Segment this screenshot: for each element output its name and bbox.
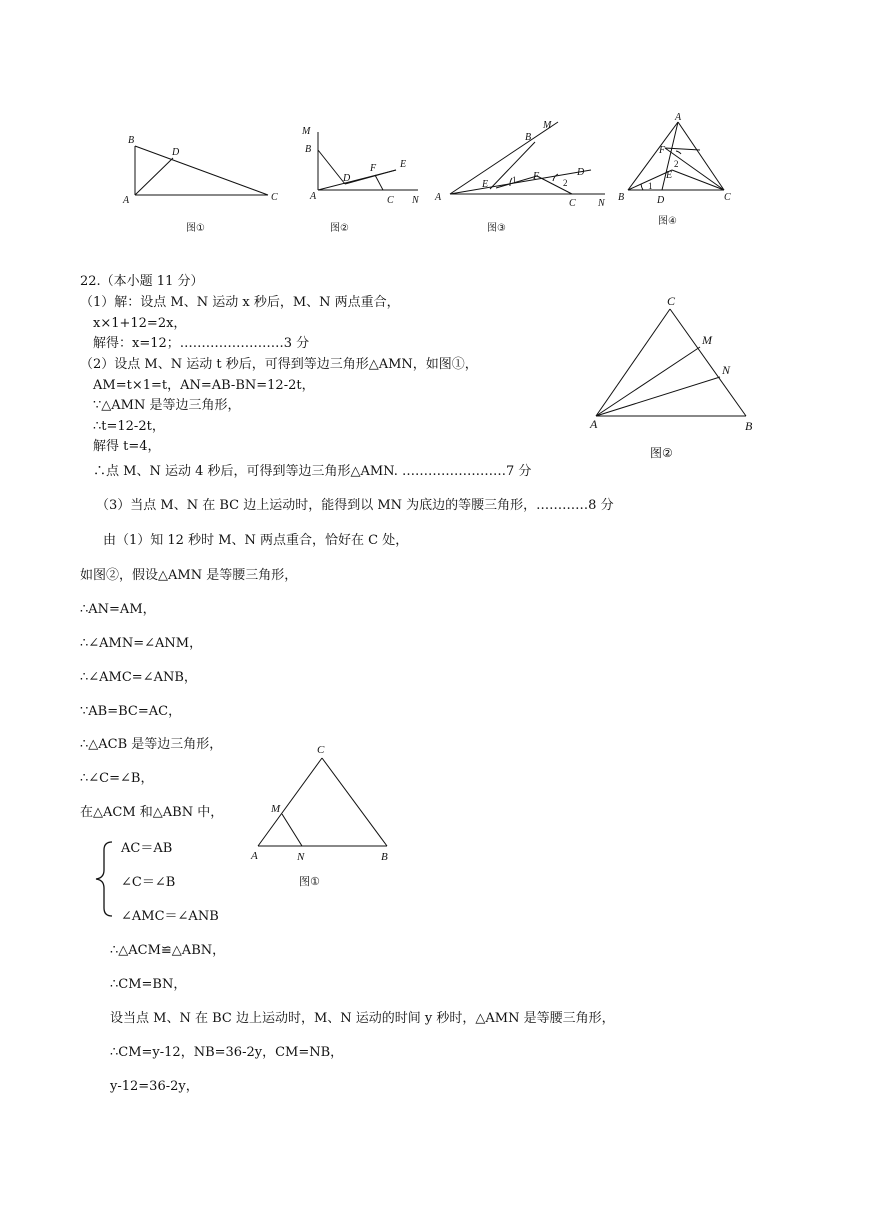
right-fig-label-m: M (702, 333, 712, 347)
fig3-label-n: N (598, 198, 605, 209)
fig3-label-b: B (525, 132, 532, 143)
part2-line2: AM=t×1=t，AN=AB-BN=12-2t， (93, 378, 315, 393)
fig4-label-angle-1: 1 (648, 181, 653, 191)
system-line2: ∠C＝∠B (121, 875, 176, 890)
mid-fig-label-a: A (251, 850, 258, 862)
part3-line10: 在△ACM 和△ABN 中， (80, 805, 224, 820)
mid-fig-label-m: M (271, 803, 281, 815)
fig4-label-d: D (657, 195, 665, 206)
right-fig-caption: 图② (650, 446, 673, 460)
fig1-label-b: B (128, 135, 135, 146)
part3-line13: 设当点 M、N 在 BC 边上运动时，M、N 运动的时间 y 秒时，△AMN 是等腰三角形， (110, 1011, 615, 1026)
fig4-label-a: A (675, 112, 682, 123)
part3-line11: ∴△ACM≌△ABN， (110, 943, 226, 958)
part3-line15: y-12=36-2y， (110, 1079, 199, 1094)
fig3-label-d: D (577, 167, 585, 178)
fig4-label-angle-2: 2 (674, 159, 679, 169)
fig3-label-angle-1: 1 (512, 175, 517, 185)
fig3-label-c: C (569, 198, 576, 209)
right-fig-label-b: B (745, 419, 753, 433)
part1-line1: （1）解：设点 M、N 运动 x 秒后，M、N 两点重合， (80, 295, 400, 310)
fig2-label-d: D (343, 173, 351, 184)
mid-fig-label-c: C (317, 744, 325, 756)
fig3-caption: 图③ (487, 223, 506, 234)
part3-line4: ∴AN=AM， (80, 602, 156, 617)
fig4-label-f: F (659, 145, 666, 156)
part1-line2: x×1+12=2x， (93, 316, 187, 331)
fig3-label-f: F (533, 171, 540, 182)
part3-line8: ∴△ACB 是等边三角形， (80, 737, 223, 752)
fig2-label-m: M (302, 126, 311, 137)
fig2-label-n: N (412, 195, 419, 206)
fig2-label-f: F (370, 163, 377, 174)
mid-fig-label-n: N (297, 851, 305, 863)
system-line3: ∠AMC＝∠ANB (121, 909, 219, 924)
fig4-caption: 图④ (658, 216, 677, 227)
part3-line2: 由（1）知 12 秒时 M、N 两点重合，恰好在 C 处， (103, 533, 409, 548)
part2-line6: ∴点 M、N 运动 4 秒后，可得到等边三角形△AMN. ……………………7 分 (93, 464, 532, 479)
fig2-label-c: C (387, 195, 394, 206)
fig3-label-m: M (543, 120, 552, 131)
fig3-label-angle-2: 2 (563, 178, 568, 188)
part3-line9: ∴∠C=∠B， (80, 771, 154, 786)
right-fig-label-c: C (667, 294, 676, 308)
fig4-label-c: C (724, 192, 731, 203)
question-heading: 22.（本小题 11 分） (80, 274, 204, 289)
system-line1: AC＝AB (121, 841, 173, 856)
fig1-label-d: D (172, 147, 180, 158)
part3-line12: ∴CM=BN， (110, 977, 187, 992)
fig2-label-e: E (400, 159, 407, 170)
part3-line3: 如图②，假设△AMN 是等腰三角形， (80, 568, 298, 583)
fig2-caption: 图② (330, 223, 349, 234)
part1-line3: 解得：x=12；……………………3 分 (93, 336, 310, 351)
part2-line3: ∵△AMN 是等边三角形， (93, 398, 241, 413)
fig3-label-e: E (482, 179, 489, 190)
fig1-label-a: A (123, 195, 130, 206)
part3-line14: ∴CM=y-12，NB=36-2y，CM=NB， (110, 1045, 344, 1060)
part2-line4: ∴t=12-2t， (93, 419, 165, 434)
part3-line7: ∵AB=BC=AC， (80, 704, 182, 719)
part3-line5: ∴∠AMN=∠ANM， (80, 636, 203, 651)
fig3-label-a: A (435, 192, 442, 203)
part2-line5: 解得 t=4， (93, 439, 161, 454)
fig2-label-a: A (310, 191, 317, 202)
right-fig-label-n: N (722, 363, 731, 377)
fig1-caption: 图① (186, 223, 205, 234)
right-fig-label-a: A (590, 417, 598, 431)
part2-line1: （2）设点 M、N 运动 t 秒后，可得到等边三角形△AMN，如图①， (80, 357, 478, 372)
part3-line6: ∴∠AMC=∠ANB， (80, 670, 197, 685)
part3-line1: （3）当点 M、N 在 BC 边上运动时，能得到以 MN 为底边的等腰三角形，…………8 分 (96, 498, 614, 513)
mid-fig-caption: 图① (299, 875, 320, 888)
fig4-label-e: E (666, 170, 673, 181)
mid-fig-label-b: B (381, 851, 388, 863)
fig4-label-b: B (618, 192, 625, 203)
fig1-label-c: C (271, 192, 278, 203)
fig2-label-b: B (305, 144, 312, 155)
